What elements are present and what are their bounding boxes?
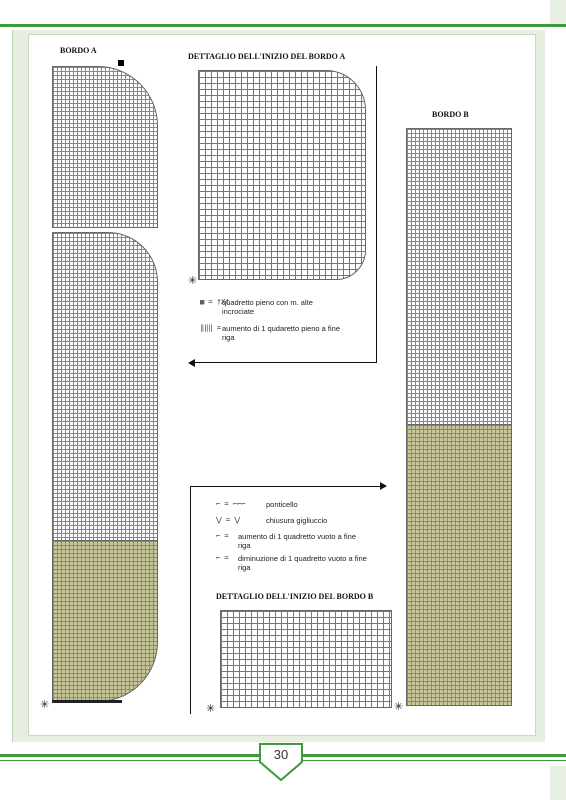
arrow-a-horizontal [194, 362, 377, 363]
bordo-b-title: BORDO B [432, 110, 469, 119]
start-square-marker [118, 60, 124, 66]
legend-b-text: aumento di 1 quadretto vuoto a fine riga [238, 532, 357, 550]
legend-b-symbol: ⌐ = ⌐⌐⌐ [216, 500, 246, 508]
page-number: 30 [273, 747, 289, 762]
legend-b-text: diminuzione di 1 quadretto vuoto a fine riga [238, 554, 367, 572]
legend-b-item [216, 516, 327, 525]
bordo-a-chart-middle [52, 232, 158, 542]
top-frame [0, 0, 566, 30]
bordo-b-chart-top [406, 128, 512, 426]
legend-a-text: aumento di 1 qudaretto pieno a fine riga [222, 324, 341, 342]
arrow-b-horizontal [190, 486, 380, 487]
arrow-a-vertical [376, 66, 377, 362]
dettaglio-a-chart [198, 70, 366, 280]
bordo-a-chart-highlighted [52, 540, 158, 702]
top-corner-tab [550, 0, 566, 24]
bordo-a-base-line [52, 700, 122, 703]
legend-b-text: chiusura gigliuccio [266, 516, 328, 525]
top-green-rule [0, 24, 566, 27]
legend-b-item [216, 500, 298, 509]
legend-a-text: quadretto pieno con m. alte incrociate [222, 298, 313, 316]
legend-a-symbol: ▩ = †X† [200, 298, 230, 306]
legend-b-symbol: ⋁ = ⋁ [216, 516, 241, 524]
legend-b-item [216, 554, 368, 572]
arrow-b-vertical [190, 486, 191, 714]
arrow-b-head [380, 482, 387, 490]
legend-a-item [200, 324, 342, 342]
legend-b-symbol: ⌐ = [216, 532, 229, 540]
bordo-a-start-marker: ✳ [40, 698, 50, 711]
dettaglio-a-title: DETTAGLIO DELL'INIZIO DEL BORDO A [188, 52, 346, 61]
page-number-badge [258, 742, 304, 782]
legend-a-symbol: ‖‖‖ = [200, 324, 222, 332]
bordo-a-chart-top [52, 66, 158, 228]
legend-b-text: ponticello [266, 500, 298, 509]
bottom-corner-tab [550, 766, 566, 800]
dettaglio-b-chart [220, 610, 392, 708]
legend-b-item [216, 532, 368, 550]
dettaglio-b-title: DETTAGLIO DELL'INIZIO DEL BORDO B [216, 592, 374, 601]
dettaglio-a-start-marker: ✳ [188, 274, 198, 287]
bordo-b-chart-highlighted [406, 424, 512, 706]
arrow-a-head [188, 359, 195, 367]
legend-a-item [200, 298, 342, 316]
bordo-b-start-marker: ✳ [394, 700, 404, 713]
bordo-a-title: BORDO A [60, 46, 97, 55]
legend-b-symbol: ⌐ = [216, 554, 229, 562]
dettaglio-b-start-marker: ✳ [206, 702, 216, 715]
